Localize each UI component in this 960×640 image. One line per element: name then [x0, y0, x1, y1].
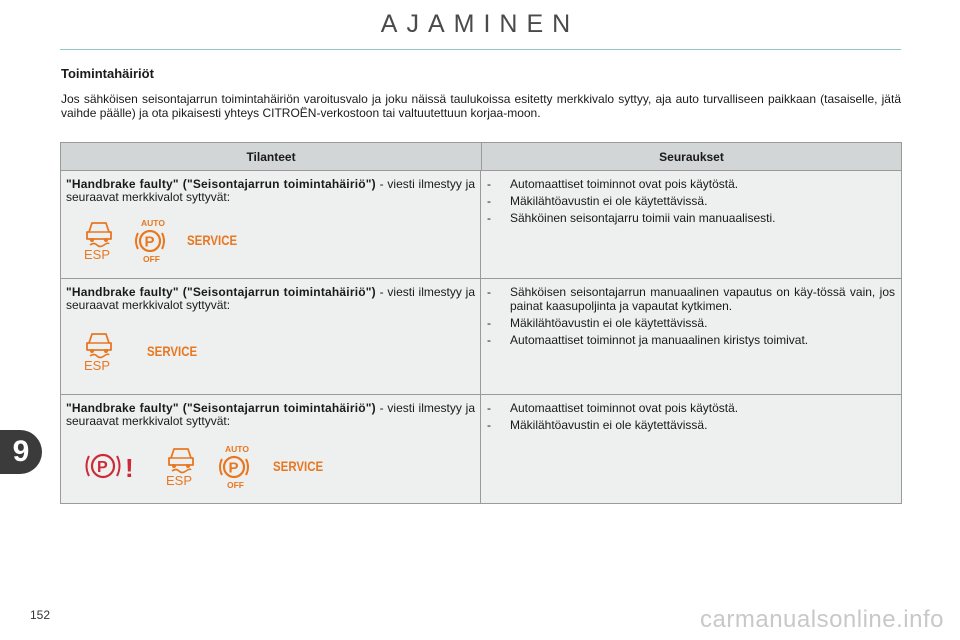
consequence-text: Mäkilähtöavustin ei ole käytettävissä. — [510, 316, 708, 330]
list-item — [487, 211, 895, 225]
situation-description: - viesti ilmestyy ja seuraavat merkkivalot syttyvät: — [66, 285, 475, 312]
auto-park-off-icon — [217, 443, 257, 489]
situation-cell — [61, 171, 481, 278]
bullet-dash: - — [487, 285, 491, 299]
watermark: carmanualsonline.info — [700, 606, 944, 633]
page-header-title: AJAMINEN — [380, 10, 580, 38]
warning-icons — [83, 217, 248, 263]
situation-text — [66, 402, 475, 428]
bullet-dash: - — [487, 333, 491, 347]
esp-icon — [83, 218, 115, 262]
header-divider — [60, 49, 901, 50]
service-icon: SERVICE — [273, 458, 324, 474]
warning-icons — [83, 443, 334, 489]
consequence-text: Sähköinen seisontajarru toimii vain manuaalisesti. — [510, 211, 776, 225]
esp-icon — [165, 444, 197, 488]
auto-park-off-icon — [133, 217, 173, 263]
esp-label: ESP — [84, 358, 111, 373]
bullet-dash: - — [487, 401, 491, 415]
esp-label: ESP — [166, 473, 193, 488]
auto-label: AUTO — [225, 444, 249, 454]
column-header-consequences: Seuraukset — [659, 149, 724, 164]
service-icon: SERVICE — [147, 343, 198, 359]
column-header-situations: Tilanteet — [61, 143, 482, 170]
situation-description: - viesti ilmestyy ja seuraavat merkkivalot syttyvät: — [66, 401, 475, 428]
bullet-dash: - — [487, 316, 491, 330]
park-label: P — [97, 459, 108, 476]
bullet-dash: - — [487, 177, 491, 191]
table-row — [61, 395, 901, 503]
intro-paragraph: Jos sähköisen seisontajarrun toimintahäiriön varoitusvalo ja joku näissä taulukoissa esitetty merkkivalo syttyy, aja auto turvalliseen paikkaan (tasaiselle, jätä vaihde päälle) ja ota pikaisesti yhteys CITROËN-verkostoon tai valtuutettuun korjaa-moon. — [61, 92, 901, 120]
warning-icons — [83, 329, 208, 373]
chapter-tab: 9 — [0, 430, 42, 474]
bullet-dash: - — [487, 194, 491, 208]
situation-cell — [61, 279, 481, 394]
list-item — [487, 177, 895, 191]
consequence-cell — [481, 395, 901, 503]
consequence-text: Mäkilähtöavustin ei ole käytettävissä. — [510, 418, 708, 432]
situation-message: "Handbrake faulty" ("Seisontajarrun toimintahäiriö") — [66, 177, 376, 191]
service-icon: SERVICE — [187, 232, 238, 248]
table-row — [61, 279, 901, 395]
consequence-cell — [481, 171, 901, 278]
table-row — [61, 171, 901, 279]
page-number: 152 — [30, 608, 51, 622]
list-item — [487, 418, 895, 432]
bullet-dash: - — [487, 418, 491, 432]
consequence-text: Automaattiset toiminnot ovat pois käytöstä. — [510, 177, 739, 191]
auto-label: AUTO — [141, 218, 165, 228]
consequence-text: Sähköisen seisontajarrun manuaalinen vapautus on käy-tössä vain, jos painat kaasupoljinta ja vapautat kytkimen. — [510, 285, 895, 313]
list-item — [487, 194, 895, 208]
consequence-text: Automaattiset toiminnot ovat pois käytöstä. — [510, 401, 739, 415]
situation-text — [66, 178, 475, 204]
exclaim-label: ! — [125, 453, 134, 483]
section-title: Toimintahäiriöt — [61, 66, 154, 81]
situation-message: "Handbrake faulty" ("Seisontajarrun toimintahäiriö") — [66, 285, 376, 299]
situation-message: "Handbrake faulty" ("Seisontajarrun toimintahäiriö") — [66, 401, 376, 415]
consequence-text: Automaattiset toiminnot ja manuaalinen kiristys toimivat. — [510, 333, 809, 347]
situation-text — [66, 286, 475, 312]
situation-cell — [61, 395, 481, 503]
list-item — [487, 333, 895, 347]
bullet-dash: - — [487, 211, 491, 225]
consequence-text: Mäkilähtöavustin ei ole käytettävissä. — [510, 194, 708, 208]
park-label: P — [228, 459, 239, 477]
esp-label: ESP — [84, 247, 111, 262]
consequence-cell — [481, 279, 901, 394]
parking-brake-fault-icon — [83, 449, 139, 483]
park-label: P — [144, 233, 155, 251]
situation-description: - viesti ilmestyy ja seuraavat merkkivalot syttyvät: — [66, 177, 475, 204]
off-label: OFF — [143, 254, 160, 263]
off-label: OFF — [227, 480, 244, 489]
list-item — [487, 316, 895, 330]
table-header — [61, 143, 901, 171]
list-item — [487, 285, 895, 313]
malfunction-table — [60, 142, 902, 504]
list-item — [487, 401, 895, 415]
esp-icon — [83, 329, 115, 373]
